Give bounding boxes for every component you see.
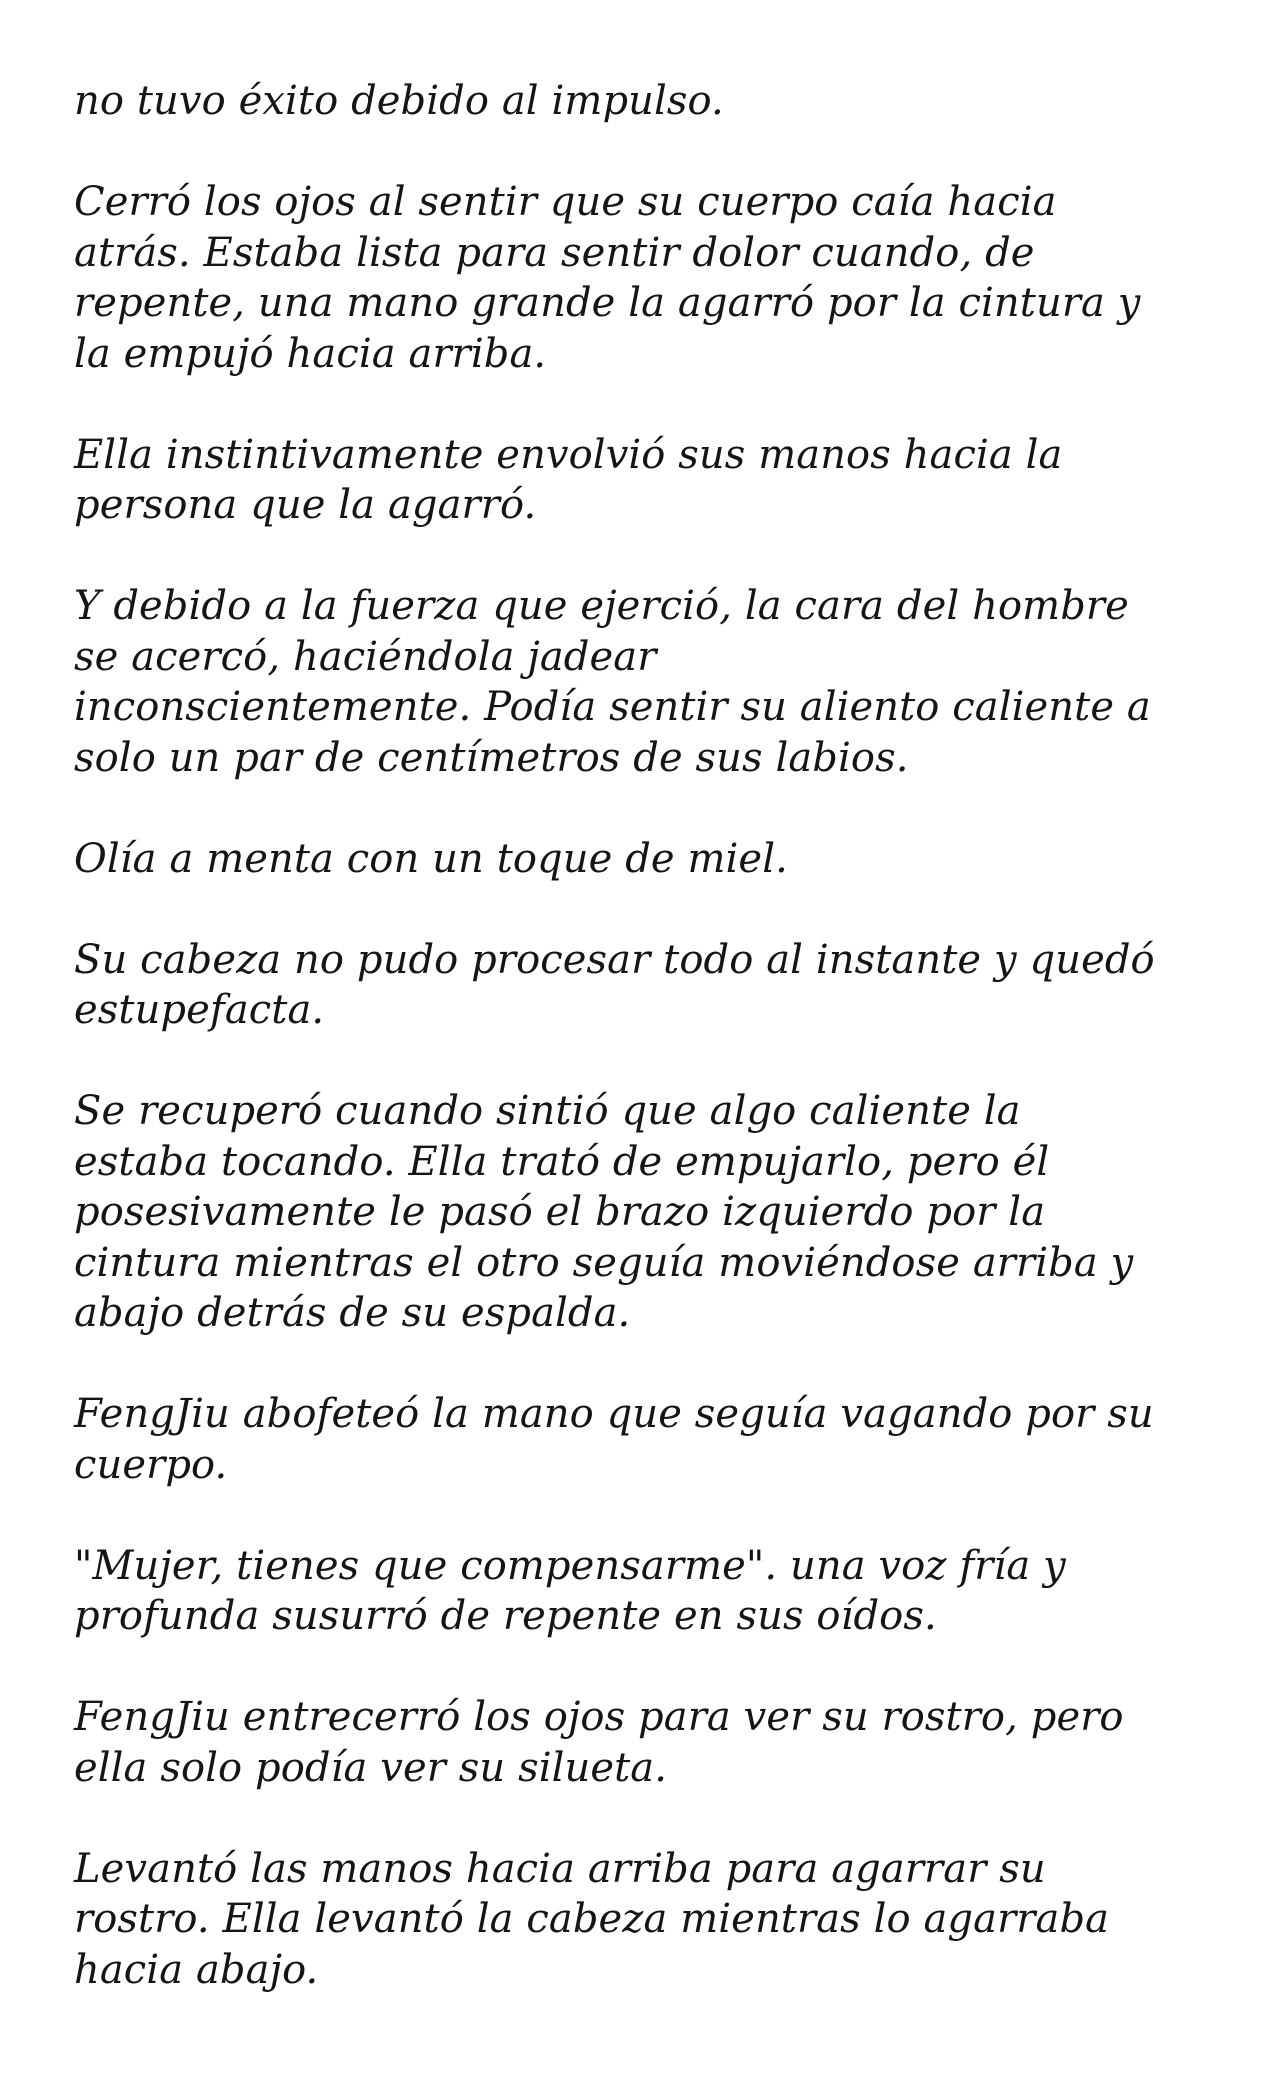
text-line: FengJiu entrecerró los ojos para ver su rostro, pero bbox=[74, 1694, 1124, 1740]
text-line: no tuvo éxito debido al impulso. bbox=[74, 78, 724, 124]
text-line: posesivamente le pasó el brazo izquierdo por la bbox=[74, 1189, 1046, 1235]
text-line: atrás. Estaba lista para sentir dolor cuando, de bbox=[74, 229, 1035, 276]
text-line: rostro. Ella levantó la cabeza mientras lo agarraba bbox=[74, 1896, 1110, 1942]
text-line: Se recuperó cuando sintió que algo caliente la bbox=[74, 1088, 1021, 1134]
text-line: estupefacta. bbox=[74, 987, 325, 1033]
text-line: Cerró los ojos al sentir que su cuerpo caía hacia bbox=[74, 179, 1057, 225]
paragraph-11 bbox=[74, 1844, 1214, 1996]
paragraph-9 bbox=[74, 1541, 1214, 1642]
text-line: Levantó las manos hacia arriba para agarrar su bbox=[74, 1845, 1046, 1892]
paragraph-3 bbox=[74, 430, 1214, 531]
text-line: inconscientemente. Podía sentir su aliento caliente a bbox=[74, 684, 1151, 730]
text-line: cintura mientras el otro seguía moviéndose arriba y bbox=[74, 1239, 1134, 1286]
paragraph-10 bbox=[74, 1692, 1214, 1793]
text-line: Y debido a la fuerza que ejerció, la cara del hombre bbox=[74, 583, 1129, 629]
text-line: profunda susurró de repente en sus oídos. bbox=[74, 1593, 937, 1639]
paragraph-4 bbox=[74, 581, 1214, 783]
text-line: hacia abajo. bbox=[74, 1946, 319, 1993]
text-line: solo un par de centímetros de sus labios. bbox=[74, 734, 909, 781]
paragraph-7 bbox=[74, 1086, 1214, 1339]
text-line: Su cabeza no pudo procesar todo al instante y quedó bbox=[74, 936, 1155, 983]
text-line: se acercó, haciéndola jadear bbox=[74, 633, 657, 680]
text-line: Olía a menta con un toque de miel. bbox=[74, 835, 788, 882]
paragraph-8 bbox=[74, 1389, 1214, 1490]
paragraph-5 bbox=[74, 834, 1214, 885]
document-text bbox=[74, 76, 1214, 1995]
text-line: Ella instintivamente envolvió sus manos hacia la bbox=[74, 431, 1063, 478]
text-line: FengJiu abofeteó la mano que seguía vagando por su bbox=[74, 1391, 1154, 1437]
text-line: estaba tocando. Ella trató de empujarlo, pero él bbox=[74, 1138, 1050, 1185]
paragraph-1 bbox=[74, 76, 1214, 127]
text-line: ella solo podía ver su silueta. bbox=[74, 1744, 668, 1791]
text-line: persona que la agarró. bbox=[74, 482, 537, 528]
text-line: repente, una mano grande la agarró por la cintura y bbox=[74, 280, 1141, 326]
paragraph-2 bbox=[74, 177, 1214, 379]
text-line: abajo detrás de su espalda. bbox=[74, 1290, 631, 1336]
text-line: "Mujer, tienes que compensarme". una voz fría y bbox=[74, 1542, 1066, 1589]
paragraph-6 bbox=[74, 935, 1214, 1036]
text-line: la empujó hacia arriba. bbox=[74, 330, 547, 377]
text-line: cuerpo. bbox=[74, 1441, 228, 1488]
